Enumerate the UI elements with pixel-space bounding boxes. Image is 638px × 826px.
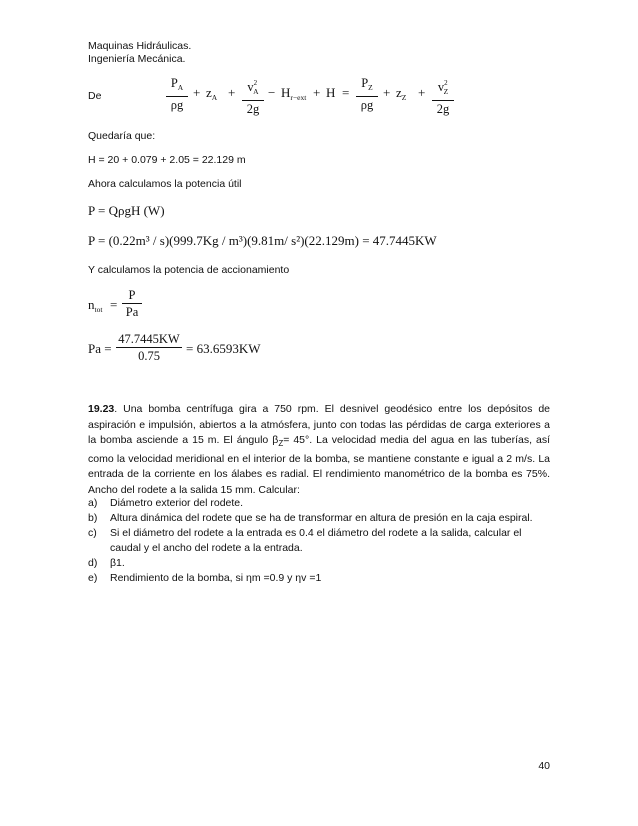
text-potencia-accionamiento: Y calculamos la potencia de accionamiento [88,264,290,276]
frac-pa-rhog: $P_A$ ρg [166,76,188,112]
list-item: a) Diámetro exterior del rodete. [88,497,244,509]
list-item: b) Altura dinámica del rodete que se ha de transformar en altura de presión en la caja espiral. [88,512,533,524]
eq-h-value: H = 20 + 0.079 + 2.05 = 22.129 m [88,154,246,166]
eq-power-formula: P = QρgH (W) [88,203,165,218]
eq-power-value: P = (0.22m³ / s)(999.7Kg / m³)(9.81m/ s²)(22.129m) = 47.7445KW [88,233,437,248]
frac-vz2-2g: $v^2_Z$ 2g [432,76,454,116]
problem-statement: 19.23. Una bomba centrífuga gira a 750 rpm. El desnivel geodésico entre los depósitos de aspiración e impulsión, abiertos a la atmósfera, junto con todas las pérdidas de carga exteriores a la bomba asciende a 15 m. El ángulo $\beta_Z= 45^\circ$. La velocidad media del agua en las tuberías, así como la velocidad meridional en el interior de la bomba, se mantiene constante e igual a 2 m/s. La entrada de la corriente en los álabes es radial. El rendimiento manométrico de la bomba es 75%. Ancho del rodete a la salida 15 mm. Calcular: [88,403,550,496]
header-line-2: Ingeniería Mecánica. [88,53,186,65]
text-quedaria: Quedaría que: [88,130,156,142]
problem-number: 19.23 [88,403,115,415]
text-potencia-util: Ahora calculamos la potencia útil [88,178,242,190]
header-line-1: Maquinas Hidráulicas. [88,40,192,52]
question-list [88,496,550,586]
frac-va2-2g: $v^2_A$ 2g [242,76,264,116]
document-page: Maquinas Hidráulicas. Ingeniería Mecánica. De $P_A$ ρg + $z_A$ + $v^2_A$ 2g − $H_{r-ext}$ + H = $P_Z$ ρg + $z_Z$ + $v^2_Z$ 2g Quedaría que: H = 20 + 0.079 + 2.05 = 22.129 m Ahora calculamos la potencia útil P = QρgH (W) P = (0.22m³ / s)(999.7Kg / m³)(9.81m/ s²)(22.129m) = 47.7445KW Y calculamos la potencia de accionamiento $n_{tot}$ = P Pa Pa = 47.7445KW 0.75 = 63.6593KW 19.23. Una bomba centrífuga gira a 750 rpm. El desnivel geodésico entre los depósitos de aspiración e impulsión, abiertos a la atmósfera, junto con todas las pérdidas de carga exteriores a la bomba asciende a 15 m. El ángulo $\beta_Z= 45^\circ$. La velocidad media del agua en las tuberías, así como la velocidad meridional en el interior de la bomba, se mantiene constante e igual a 2 m/s. La entrada de la corriente en los álabes es radial. El rendimiento manométrico de la bomba es 75%. Ancho del rodete a la salida 15 mm. Calcular: a) Diámetro exterior del rodete. b) Altura dinámica del rodete que se ha de transformar en altura de presión en la caja espiral. c) Si el diámetro del rodete a la entrada es 0.4 el diámetro del rodete a la salida, calcular el caudal y el ancho del rodete a la entrada. d) β1. e) Rendimiento de la bomba, si ηm =0.9 y ηv =1 40 [88,40,550,772]
frac-pz-rhog: $P_Z$ ρg [356,76,378,112]
frac-p-pa: P Pa [122,288,142,319]
page-number: 40 [538,760,550,772]
eq1-lead: De [88,90,102,102]
list-item: e) Rendimiento de la bomba, si ηm =0.9 y ηv =1 [88,572,322,584]
frac-pa-value: 47.7445KW 0.75 [116,332,182,363]
list-item: c) Si el diámetro del rodete a la entrada es 0.4 el diámetro del rodete a la salida, calcular el caudal y el ancho del rodete a la entrada. [88,527,522,554]
list-item: d) β1. [88,557,125,569]
